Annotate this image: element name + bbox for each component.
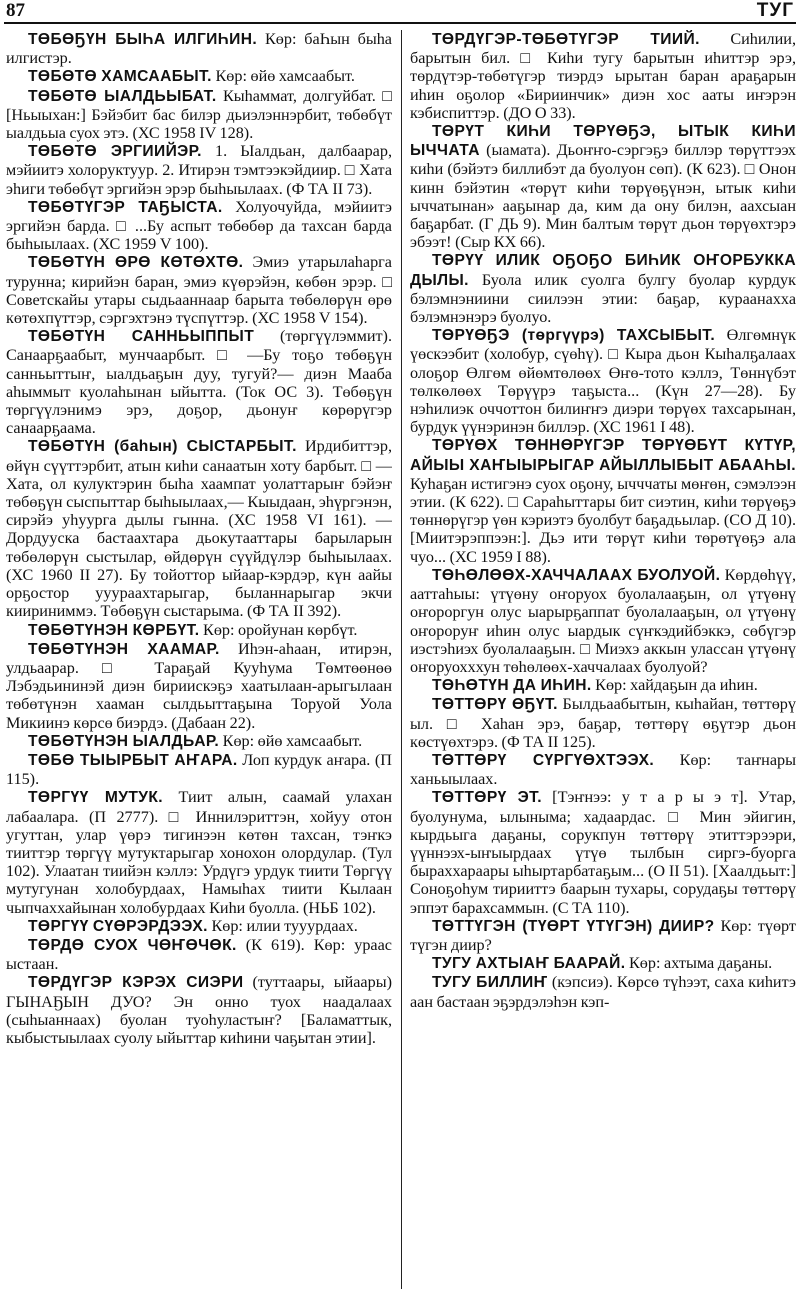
entry-headword: ТӨБӨТӨ ЭРГИИЙЭР. — [28, 143, 202, 161]
entry-headword: ТӨРҮҮ ИЛИК ОҔОҔО БИҺИК ОҤОРБУККА ДЫЛЫ. — [410, 252, 796, 289]
dictionary-entry — [410, 954, 796, 973]
entry-headword: ТУГУ БИЛЛИҤ — [432, 974, 548, 992]
entry-definition: Көр: илии тууурдаах. — [207, 916, 358, 935]
dictionary-entry — [410, 566, 796, 676]
dictionary-entry — [6, 198, 392, 254]
dictionary-entry — [6, 30, 392, 67]
entry-headword: ТӨБӨТҮН ӨРӨ КӨТӨХТӨ. — [28, 254, 244, 272]
dictionary-entry — [410, 436, 796, 565]
entry-headword: ТӨҺӨТҮН ДА ИҺИН. — [432, 677, 592, 695]
page-header — [6, 0, 794, 22]
entry-definition: Иһэн-аһаан, итирэн, улдьаарар. □ Тараҕай Кууһума Төмтөөнөө Лэбэдьининэй диэн бириискэҕэ хаатылаан-арыгылаан төбөтүнэн хааман сылдьыттаҕына Торуой Уола Микиинэ көрсө биэрдэ. (Дабаан 22). — [6, 639, 392, 732]
entry-headword: ТӨРГҮҮ МУТУК. — [28, 789, 163, 807]
entry-headword: ТӨРҮӨХ ТӨННӨРҮГЭР ТӨРҮӨБҮТ КҮТҮР, АЙЫЫ ХАҤЫЫРЫГАР АЙЫЛЛЫБЫТ АБААҺЫ. — [410, 437, 796, 474]
entry-definition: (ыамата). Дьоҥҥо-сэргэҕэ биллэр төрүттээх киһи (бэйэтэ биллибэт да буолуон сөп). (К 623). □ Онон кинн бэйэтин «төрүт киһи төрүөҕүнэн, ытык киһи ыччатынан» ааҕынар да, ким да ону билэн, аахсыан баҕарбат. (Г ДЬ 9). Мин балтым төрүт дьон төрүөхтэрэ эбээт! (Сыр КХ 66). — [410, 141, 796, 252]
entry-headword: ТӨБӨТҮГЭР ТАҔЫСТА. — [28, 198, 223, 216]
entry-definition: (кэпсиэ). Көрсө түһээт, сахa киһитэ аан бастаан эҕэрдэлэһэн кэп- — [410, 973, 796, 1011]
dictionary-entry — [6, 67, 392, 86]
entry-headword: ТӨБӨТҮНЭН ЫАЛДЬАР. — [28, 732, 220, 750]
entry-headword: ТӨБӨТҮНЭН ХААМАР. — [28, 640, 220, 658]
dictionary-entry — [6, 142, 392, 198]
entry-definition: (туттаары, ыйаары) ГЫНАҔЫН ДУО? Эн онно туох наадалаах (сыһыаннаах) буолан туоһуластыҥ? [Баламаттык, кыбыстыылаах суолу ыйыттар киһини чаҕытан этии]. — [6, 973, 392, 1047]
entry-headword: ТӨТТӨРҮ ЭТ. — [432, 789, 542, 807]
entry-definition: Тиит алын, саамай улахан лабаалара. (П 2777). □ Иннилэриттэн, хойуу отон угуттан, улар үөрэ тигинээн көтөн тахсан, тэҥкэ тииттэр төргүү мутуктарыгар хонохон олордулар. (Тул 102). Улаатан тиийэн кэллэ: Урдүгэ урдук тиити Төргүү мутугунан холобурдаах, Намыһах тиити Кылаан чыпчаххайынан холобурдаах Киһи буолла. (НЬБ 102). — [6, 788, 392, 917]
page-number: 87 — [6, 0, 25, 21]
entry-headword: ТӨҺӨЛӨӨХ-ХАЧЧАЛААХ БУОЛУОЙ. — [432, 566, 721, 584]
entry-definition: Көр: өйө хамсаабыт. — [211, 67, 355, 86]
dictionary-entry — [410, 251, 796, 326]
dictionary-entry — [6, 917, 392, 936]
entry-definition: Көр: хайдаҕын да иһин. — [591, 676, 758, 695]
dictionary-entry — [410, 751, 796, 788]
entry-headword: ТӨТТӨРҮ СҮРГҮӨХТЭЭХ. — [432, 751, 655, 769]
entry-definition: 1. Ыалдьан, далбаарар, мэйиитэ холоруктуур. 2. Итирэн тэмтээкэйдиир. □ Хата эһиги төбөбүт эргийэн эрэр быһыылаах. (Ф ТА II 73). — [6, 142, 392, 198]
dictionary-entry — [6, 621, 392, 640]
entry-definition: Холуочуйда, мэйиитэ эргийэн барда. □ ...Бу аспыт төбөбөр да тахсан барда быһыылаах. (ХС 1959 V 100). — [6, 197, 392, 254]
entry-definition: (К 619). Көр: ураас ыстаан. — [6, 935, 392, 974]
dictionary-entry — [6, 640, 392, 732]
dictionary-entry — [410, 122, 796, 251]
entry-headword: ТӨРДҮГЭР-ТӨБӨТҮГЭР ТИИЙ. — [432, 31, 700, 48]
entry-headword: ТӨРҮӨҔЭ (төргүүрэ) ТАХСЫБЫТ. — [432, 327, 716, 345]
entry-headword: ТӨРҮТ КИҺИ ТӨРҮӨҔЭ, ЫТЫК КИҺИ ЫЧЧАТА — [410, 123, 796, 160]
dictionary-entry — [6, 936, 392, 973]
entry-definition: [Тэҥнээ: у т а р ы э т]. Утар, буолунума, ылыныма; хадаардас. □ Мин эйигин, кырдьыга даҕаны, сорукпун төттөрү этиттэрээри, үүннээх-ыҥыырдаах үтүө тылбын сиргэ-буорга быраххараары ыһыртарбатаҕым... (О II 51). [Хаалдьыт:] Соноҕоһум тирииттэ баарын тухары, сорудаҕы төттөрү эппэт барахсаммын. (С ТА 110). — [410, 788, 796, 917]
entry-definition: Көр: бaҺын быһа илгистэр. — [6, 30, 392, 68]
entry-definition: Көр: түөрт түгэн диир? — [410, 916, 796, 954]
entry-headword: ТӨБӨТҮНЭН КӨРБҮТ. — [28, 621, 200, 639]
entry-definition: Көрдөһүү, ааттаһыы: үтүөну оҥоруох буолалааҕын, ол үтүөнү оҥороргун олус ыарырҕаппат буолалааҕын, ол үтүөнү оҥороруҥ иһин олус ыардык сүҥкэдийбэккэ, сөбүгэр иэстэһиэх буолалааҕын. □ Миэхэ аккын улассан үтүөнү оҥоруохххун төһөлөөх-хаччалаах буолуой? — [410, 565, 796, 676]
dictionary-entry — [410, 973, 796, 1010]
dictionary-entry — [410, 917, 796, 954]
entry-definition: Сиһилии, барытын бил. □ Киһи тугу барытын иһиттэр эрэ, төрдүтэр-төбөтүгэр тиэрдэ ырытан баран араҕарын иһин оҕолор «Бириинчик» диэн хос ааты иҥэрэн кэбиспиттэр. (ДО О 33). — [410, 30, 796, 122]
left-column — [6, 30, 392, 1047]
entry-definition: Көр: оройунан көрбүт. — [199, 620, 358, 639]
entry-definition: Көр: таҥнары ханьыылаах. — [410, 750, 796, 789]
entry-definition: Куһаҕан истигэнэ суох оҕону, ычччаты мөҥөн, сэмэлээн этии. (К 622). □ Сараһыттары бит сиэтин, киһи төрүөҕэ төннөрүгэр үөн кэриэтэ буолбут баҕадьылар. (СО Д 10). [Миитэрэппээн:]. Дьэ ити төрүт киһи төрөтүөҕэ ала чуо... (ХС 1959 I 88). — [410, 474, 796, 566]
entry-definition: Көр: ахтыма даҕаны. — [625, 954, 773, 973]
entry-headword: ТӨТТӨРҮ ӨҔҮТ. — [432, 696, 558, 714]
dictionary-entry — [6, 973, 392, 1047]
dictionary-entry — [6, 327, 392, 437]
column-divider — [401, 30, 402, 1289]
entry-definition: Кыһаммат, долгуйбат. □ [Ньыыхан:] Бэйэбит бас билэр дьиэлэннэрбит, төбөбүт ыалдьыа суох этэ. (ХС 1958 IV 128). — [6, 86, 392, 143]
dictionary-entry — [6, 751, 392, 788]
dictionary-entry — [6, 87, 392, 143]
dictionary-entry — [6, 788, 392, 916]
dictionary-entry — [410, 788, 796, 916]
dictionary-entry — [6, 253, 392, 327]
entry-headword: ТӨБӨТӨ ЫАЛДЬЫБАТ. — [28, 87, 217, 105]
entry-definition: Лоп курдук аҥара. (П 115). — [6, 750, 392, 789]
entry-headword: ТӨБӨТҮН (баһын) СЫСТАРБЫТ. — [28, 438, 297, 456]
entry-headword: ТӨРГҮҮ СҮӨРЭРДЭЭХ. — [28, 917, 208, 935]
entry-definition: Эмиэ утарылаһарга турунна; кирийэн баран, эмиэ күөрэйэн, көбөн эрэр. □ Советскайы утары сыдьааннаар барыта төбөлөрүн өрө көтөхпүттэр, сэргэхтэнэ түспүттэр. (ХС 1958 V 154). — [6, 253, 392, 328]
entry-definition: Ирдибиттэр, өйүн сүүттэрбит, атын киһи санаатын хоту барбыт. □ —Хата, ол кулуктэрин быһа хаампат уолаттарыҥ бэйэҥ төбөҕүн сыспыттар быһыылаах,— Кыыдаан, эһүргэнэн, сирэйэ уһуурга дылы гынна. (ХС 1958 VI 161). —Дордууска бастаахтара дьокутааттары барыларын төбөлөрүн сыстылар, өйдөрүн сүүйдүлэр быһыылаах. (ХС 1960 II 27). Бу тойоттор ыйаар-кэрдэр, күн аайы орҕостор ууураахтарыгар, быланнарыгар экчи киириниммэ. Төбөҕүн сыстарыма. (Ф ТА II 392). — [6, 437, 392, 621]
header-rule — [4, 22, 796, 24]
running-head: ТУГ — [756, 0, 794, 21]
entry-headword: ТӨРДӨ СУОХ ЧӨҤӨЧӨК. — [28, 936, 237, 954]
entry-headword: ТӨБӨҔҮН БЫҺА ИЛГИҺИН. — [28, 31, 258, 48]
entry-definition: Өлгөмнүк үөскээбит (холобур, сүөһү). □ Кыра дьон Кыһалҕалаах олоҕор Өлгөм өйөмтөлөөх Өҥө-тото кэллэ, Төннүбэт төлкөлөөх Төрүүрэ таҕыста... (Күн 27—28). Бу нэһилиэк оччоттон билиҥҥэ диэри төрүөх тахсарынан, бурдук үүнэринэн биллэр. (ХС 1961 I 48). — [410, 326, 796, 437]
dictionary-entry — [410, 676, 796, 695]
entry-headword: ТӨТТҮГЭН (ТҮӨРТ ҮТҮГЭН) ДИИР? — [432, 917, 715, 935]
dictionary-entry — [410, 326, 796, 436]
entry-definition: (төргүүлэммит). Санаарҕаабыт, мунчаарбыт. □ —Бу тоҕо төбөҕүн санньыттыҥ, ыалдьаҕын дуу, тугуй?— диэн Мааба аһыммыт куолаһынан ыйытта. (Ток ОС 3). Төбөҕүн төргүүлэнимэ эрэ, доҕор, дьонуҥ көрөрүгэр санаарҕаама. — [6, 327, 392, 438]
entry-headword: ТӨБӨ ТЫЫРБЫТ АҤАРА. — [28, 751, 238, 769]
dictionary-entry — [6, 732, 392, 751]
entry-definition: Былдьаабытын, кыһайан, төттөрү ыл. □ Хаһан эрэ, баҕар, төттөрү өҕүтэр дьон көстүөхтэрэ. (Ф ТА II 125). — [410, 695, 796, 751]
entry-headword: ТӨБӨТҮН САННЬЫППЫТ — [28, 328, 255, 346]
right-column — [410, 30, 796, 1011]
dictionary-entry — [410, 695, 796, 751]
dictionary-entry — [6, 437, 392, 620]
entry-headword: ТУГУ АХТЫАҤ БААРАЙ. — [432, 955, 626, 973]
entry-definition: Буола илик суолга булгу буолар курдук бэлэмнэниини сиилээн этии: баҕар, кураанахха бэлэмнэнэрэ буолуо. — [410, 270, 796, 327]
entry-headword: ТӨРДҮГЭР КЭРЭХ СИЭРИ — [28, 974, 244, 992]
dictionary-entry — [410, 30, 796, 122]
entry-headword: ТӨБӨТӨ ХАМСААБЫТ. — [28, 68, 212, 86]
entry-definition: Көр: өйө хамсаабыт. — [219, 731, 363, 750]
